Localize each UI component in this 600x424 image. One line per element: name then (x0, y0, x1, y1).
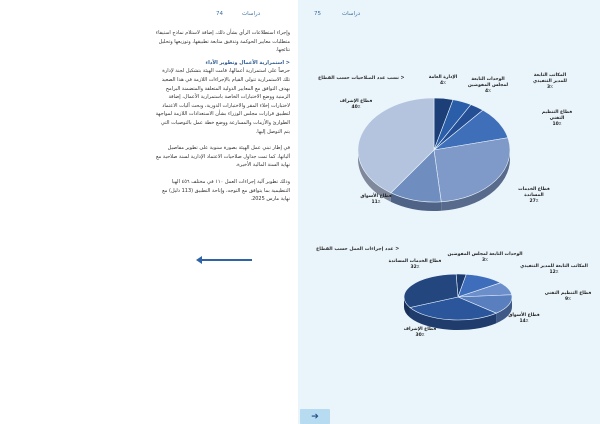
left-page-number: 74 (216, 11, 223, 17)
chart2-label-1: المكاتب التابعة للمدير التنفيذي 12٪ (520, 264, 588, 275)
next-page-button[interactable] (300, 409, 330, 424)
chart1-label-3: قطاع التنظيم التقني 10٪ (541, 110, 573, 127)
chart2-title: < عدد إجراءات العمل حسب القطاع (316, 247, 400, 252)
chart2-label-2: قطاع التنظيم التقني 9٪ (544, 291, 592, 302)
chart1-label-0: الإدارة العامة 4٪ (428, 75, 458, 86)
right-page-number: 75 (314, 11, 321, 17)
chart1-label-1: الوحدات التابعة لمجلس المفوضين 4٪ (467, 77, 509, 94)
chart2-label-4: قطاع الإشراف 30٪ (403, 327, 437, 338)
chart2-label-0: الوحدات التابعة لمجلس المفوضين 3٪ (447, 252, 523, 263)
paragraph-2: حرصاً على استمرارية أعمالها، قامت الهيئة بتشكيل لجنة لإدارة تلك الاستمرارية تتولى القيام بالإجراءات اللازمة في هذا الصعيد بهدف التوافق مع المعايير الدولية المتعلقة والمتضمنة البرامج الزمنية ووضع الاختبارات الخاصة باستمرارية الأعمال، إضافة لاختبارات إخلاء المقر والاختبارات الدورية، وبحث آليات الاعتماد لتطبيق قرارات مجلس الوزراء بشأن الاستعدادات اللازمة لمواجهة الطوارئ والأزمات والمسارعة ووضع خطة عمل بالتوصيات التي يتم التوصل إليها. (155, 68, 290, 135)
arrow-right-icon: ➔ (311, 411, 319, 422)
paragraph-4: وذلك تطوير آلية إجراءات العمل ١١٠ في مختلف ٤٥٦ الهيا التنظيمية بما يتوافق مع التوجه، وإتاحة التطبيق (113 دليل) مع نهاية مارس 2025. (162, 178, 290, 203)
chart1-label-5: قطاع الأسواق 11٪ (360, 194, 392, 205)
chart2-label-3: قطاع الأسواق 14٪ (508, 313, 540, 324)
left-page-section: دراسات (242, 11, 261, 17)
chart1-title: < نسب عدد الصلاحيات حسب القطاع (318, 76, 405, 81)
section-title: < استمرارية الأعمال وتطوير الأداء (205, 59, 290, 66)
chart2-label-5: قطاع الخدمات المساندة 32٪ (388, 259, 442, 270)
right-page-section: دراسات (342, 11, 361, 17)
paragraph-1: وإجراء استطلاعات الرأي بشأن ذلك، إضافة لاستلام نماذج استيفاء متطلبات معايير الحوكمة وتدقيق متابعة تطبيقها، وتوزيعها وتحليل نتائجها. (155, 30, 290, 54)
paragraph-3: في إطار تبني عمل الهيئة بصورة سنوية على تطوير مفاصيل ألياتها، كما تمت جداول صلاحيات الاعتماد الإدارية لسنة صلاحية مع نهاية السنة المالية الأخيرة. (155, 145, 290, 169)
chart1-label-2: المكاتب التابعة للمدير التنفيذي 3٪ (533, 73, 567, 90)
chart1-label-6: قطاع الإشراف 40٪ (339, 99, 373, 110)
chart1-label-4: قطاع الخدمات المساندة 27٪ (518, 187, 550, 204)
